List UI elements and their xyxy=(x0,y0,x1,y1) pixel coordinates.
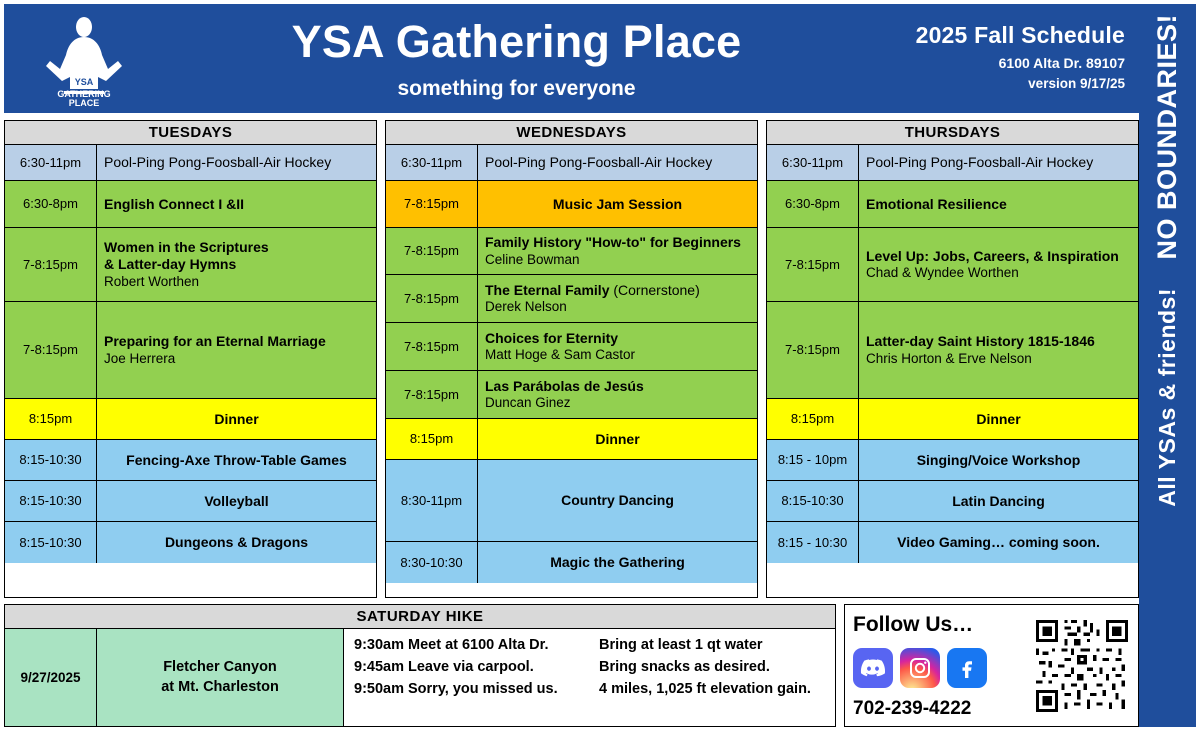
event-title: Choices for Eternity xyxy=(485,329,619,346)
discord-icon[interactable] xyxy=(853,648,893,688)
schedule-row xyxy=(767,481,1138,522)
event-title-suffix: (Cornerstone) xyxy=(609,281,700,298)
schedule-row xyxy=(5,181,376,228)
qr-code[interactable] xyxy=(1034,611,1130,720)
event-time: 7-8:15pm xyxy=(386,228,478,274)
event-details xyxy=(478,460,757,541)
day-header: TUESDAYS xyxy=(5,121,376,145)
event-presenter: Matt Hoge & Sam Castor xyxy=(485,347,636,363)
christus-statue-icon xyxy=(20,11,148,107)
schedule-row xyxy=(5,481,376,522)
event-time: 7-8:15pm xyxy=(386,275,478,322)
day-column xyxy=(4,120,377,598)
schedule-row xyxy=(386,228,757,275)
event-time: 8:15pm xyxy=(386,419,478,459)
page-title: YSA Gathering Place xyxy=(291,15,742,67)
title-block xyxy=(164,16,909,101)
event-time: 6:30-8pm xyxy=(5,181,97,227)
instagram-icon[interactable] xyxy=(900,648,940,688)
schedule-row xyxy=(386,419,757,460)
event-details xyxy=(859,399,1138,439)
hike-detail-left: 9:45am Leave via carpool. xyxy=(354,659,534,675)
event-details xyxy=(859,145,1138,180)
schedule-row xyxy=(767,302,1138,399)
event-time: 6:30-8pm xyxy=(767,181,859,227)
hike-detail-right: Bring snacks as desired. xyxy=(599,659,770,675)
header-meta xyxy=(909,22,1139,91)
event-time: 6:30-11pm xyxy=(386,145,478,180)
schedule-row xyxy=(767,145,1138,181)
day-header: THURSDAYS xyxy=(767,121,1138,145)
side-banner-top: NO BOUNDARIES! xyxy=(1152,14,1182,260)
event-details xyxy=(478,371,757,418)
event-details xyxy=(478,275,757,322)
follow-us-title: Follow Us… xyxy=(853,613,974,636)
hike-date: 9/27/2025 xyxy=(5,629,97,726)
event-title: Dinner xyxy=(214,410,259,427)
schedule-row xyxy=(5,399,376,440)
event-details xyxy=(859,440,1138,480)
page-header xyxy=(4,4,1139,113)
event-time: 7-8:15pm xyxy=(386,371,478,418)
hike-detail-right: Bring at least 1 qt water xyxy=(599,637,763,653)
follow-us-panel xyxy=(844,604,1139,727)
event-time: 8:15-10:30 xyxy=(5,440,97,480)
logo-text-place: PLACE xyxy=(68,97,100,107)
social-links[interactable] xyxy=(853,648,1034,688)
side-banner-bottom: All YSAs & friends! xyxy=(1154,287,1180,507)
event-title: Pool-Ping Pong-Foosball-Air Hockey xyxy=(866,154,1094,171)
event-presenter: Joe Herrera xyxy=(104,350,176,366)
version-label: version 9/17/25 xyxy=(1028,76,1125,91)
event-presenter: Duncan Ginez xyxy=(485,395,571,411)
saturday-hike-header: SATURDAY HIKE xyxy=(5,605,835,629)
event-title: Level Up: Jobs, Careers, & Inspiration xyxy=(866,247,1119,264)
event-presenter: Chris Horton & Erve Nelson xyxy=(866,350,1032,366)
event-details xyxy=(97,399,376,439)
event-details xyxy=(859,302,1138,398)
event-title: Country Dancing xyxy=(561,492,674,509)
logo-text-ysa: YSA xyxy=(74,76,94,87)
event-time: 6:30-11pm xyxy=(5,145,97,180)
event-title: Volleyball xyxy=(204,492,269,509)
event-details xyxy=(97,440,376,480)
qr-code-icon xyxy=(1036,620,1128,712)
saturday-hike-panel xyxy=(4,604,836,727)
event-title: Latin Dancing xyxy=(952,492,1045,509)
day-header: WEDNESDAYS xyxy=(386,121,757,145)
hike-detail-line xyxy=(354,637,825,653)
event-time: 8:15pm xyxy=(767,399,859,439)
event-presenter: Celine Bowman xyxy=(485,251,580,267)
schedule-row xyxy=(767,440,1138,481)
facebook-icon[interactable] xyxy=(947,648,987,688)
hike-location-line2: at Mt. Charleston xyxy=(161,678,279,695)
event-title: Latter-day Saint History 1815-1846 xyxy=(866,333,1095,349)
event-details xyxy=(97,522,376,563)
schedule-row xyxy=(767,522,1138,563)
event-presenter: Robert Worthen xyxy=(104,273,200,289)
hike-detail-left: 9:30am Meet at 6100 Alta Dr. xyxy=(354,637,549,653)
event-details xyxy=(859,522,1138,563)
event-time: 6:30-11pm xyxy=(767,145,859,180)
event-title: Music Jam Session xyxy=(552,195,683,212)
event-title: Dungeons & Dragons xyxy=(164,534,309,551)
event-title: Dinner xyxy=(595,430,640,447)
event-title: Preparing for an Eternal Marriage xyxy=(104,333,326,349)
event-details xyxy=(859,181,1138,227)
event-time: 7-8:15pm xyxy=(767,302,859,398)
hike-location xyxy=(97,629,344,726)
event-title: Singing/Voice Workshop xyxy=(916,451,1081,468)
event-time: 7-8:15pm xyxy=(767,228,859,301)
event-time: 8:30-11pm xyxy=(386,460,478,541)
hike-detail-right: 4 miles, 1,025 ft elevation gain. xyxy=(599,681,811,697)
event-time: 7-8:15pm xyxy=(5,228,97,301)
event-time: 8:15-10:30 xyxy=(5,522,97,563)
event-time: 7-8:15pm xyxy=(386,181,478,227)
day-columns xyxy=(4,120,1139,598)
schedule-row xyxy=(5,302,376,399)
logo-text-gathering: GATHERING xyxy=(57,88,111,99)
schedule-row xyxy=(386,323,757,371)
event-details xyxy=(478,181,757,227)
logo xyxy=(4,4,164,113)
event-title: Las Parábolas de Jesús xyxy=(485,377,644,394)
schedule-row xyxy=(386,181,757,228)
event-details xyxy=(478,228,757,274)
schedule-row xyxy=(386,371,757,419)
event-details xyxy=(859,228,1138,301)
schedule-row xyxy=(386,542,757,583)
event-details xyxy=(859,481,1138,521)
event-title: Fencing-Axe Throw-Table Games xyxy=(126,451,347,468)
schedule-row xyxy=(5,228,376,302)
hike-location-line1: Fletcher Canyon xyxy=(163,658,277,675)
event-details xyxy=(97,181,376,227)
event-details xyxy=(97,145,376,180)
address-label: 6100 Alta Dr. 89107 xyxy=(998,55,1125,71)
schedule-row xyxy=(386,460,757,542)
event-details xyxy=(97,481,376,521)
event-details xyxy=(97,302,376,398)
event-details xyxy=(478,323,757,370)
event-title: The Eternal Family (Cornerstone) xyxy=(485,281,700,298)
event-time: 8:30-10:30 xyxy=(386,542,478,583)
schedule-row xyxy=(5,145,376,181)
event-title: Emotional Resilience xyxy=(866,195,1007,212)
event-time: 8:15pm xyxy=(5,399,97,439)
phone-number: 702-239-4222 xyxy=(853,698,972,719)
event-title: Women in the Scriptures & Latter-day Hymns xyxy=(104,239,269,272)
page-tagline: something for everyone xyxy=(397,77,636,101)
day-column xyxy=(385,120,758,598)
event-details xyxy=(97,228,376,301)
event-time: 7-8:15pm xyxy=(5,302,97,398)
schedule-row xyxy=(5,440,376,481)
event-time: 8:15-10:30 xyxy=(5,481,97,521)
schedule-row xyxy=(767,228,1138,302)
season-label: 2025 Fall Schedule xyxy=(915,22,1125,48)
event-presenter: Chad & Wyndee Worthen xyxy=(866,265,1019,281)
hike-details xyxy=(344,629,835,726)
event-title: Video Gaming… coming soon. xyxy=(897,534,1100,551)
day-column xyxy=(766,120,1139,598)
schedule-row xyxy=(386,275,757,323)
event-title: Family History "How-to" for Beginners xyxy=(485,234,741,250)
event-title: Magic the Gathering xyxy=(550,554,685,571)
event-time: 7-8:15pm xyxy=(386,323,478,370)
event-details xyxy=(478,145,757,180)
event-title: Pool-Ping Pong-Foosball-Air Hockey xyxy=(104,154,332,171)
event-title: English Connect I &II xyxy=(104,195,245,212)
event-details xyxy=(478,542,757,583)
hike-detail-line xyxy=(354,659,825,675)
schedule-row xyxy=(386,145,757,181)
schedule-row xyxy=(767,399,1138,440)
event-time: 8:15 - 10pm xyxy=(767,440,859,480)
bottom-section xyxy=(4,604,1139,727)
event-details xyxy=(478,419,757,459)
event-presenter: Derek Nelson xyxy=(485,299,567,315)
schedule-row xyxy=(767,181,1138,228)
hike-detail-line xyxy=(354,681,825,697)
event-time: 8:15-10:30 xyxy=(767,481,859,521)
event-title: Dinner xyxy=(976,410,1021,427)
schedule-row xyxy=(5,522,376,563)
event-time: 8:15 - 10:30 xyxy=(767,522,859,563)
hike-detail-left: 9:50am Sorry, you missed us. xyxy=(354,681,558,697)
side-banner xyxy=(1139,4,1196,727)
event-title: Pool-Ping Pong-Foosball-Air Hockey xyxy=(485,154,713,171)
